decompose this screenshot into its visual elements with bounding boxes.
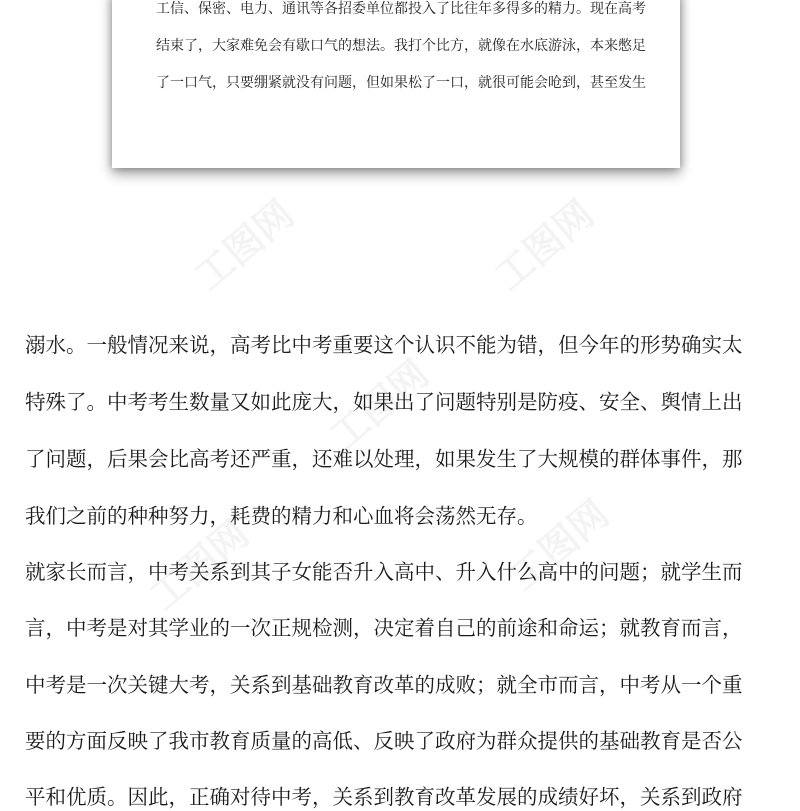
card-text-line: 结束了，大家难免会有歇口气的想法。我打个比方，就像在水底游泳，本来憋足 (156, 38, 646, 54)
watermark-logo: 工图网 (141, 511, 258, 619)
watermark-logo: 工图网 (186, 191, 303, 299)
watermark-logo: 工图网 (486, 191, 603, 299)
watermark-logo: 工图网 (321, 351, 438, 459)
watermark-logo: 工图网 (501, 491, 618, 599)
body-text-line: 要的方面反映了我市教育质量的高低、反映了政府为群众提供的基础教育是否公 (25, 729, 743, 753)
body-text-line: 特殊了。中考考生数量又如此庞大，如果出了问题特别是防疫、安全、舆情上出 (25, 390, 743, 414)
body-text-line: 中考是一次关键大考，关系到基础教育改革的成败；就全市而言，中考从一个重 (25, 673, 743, 697)
body-text-line: 平和优质。因此，正确对待中考，关系到教育改革发展的成绩好坏，关系到政府 (25, 785, 743, 809)
body-text-line: 言，中考是对其学业的一次正规检测，决定着自己的前途和命运；就教育而言， (25, 616, 743, 640)
card-text-line: 工信、保密、电力、通讯等各招委单位都投入了比往年多得多的精力。现在高考 (156, 1, 646, 17)
body-text-line: 我们之前的种种努力，耗费的精力和心血将会荡然无存。 (25, 504, 538, 528)
body-text-line: 就家长而言，中考关系到其子女能否升入高中、升入什么高中的问题；就学生而 (25, 560, 743, 584)
body-text-line: 了问题，后果会比高考还严重，还难以处理，如果发生了大规模的群体事件，那 (25, 447, 743, 471)
paper-preview-card (112, 0, 680, 168)
body-text-line: 溺水。一般情况来说，高考比中考重要这个认识不能为错，但今年的形势确实太 (25, 333, 743, 357)
card-text-line: 了一口气，只要绷紧就没有问题，但如果松了一口，就很可能会呛到，甚至发生 (156, 75, 646, 91)
